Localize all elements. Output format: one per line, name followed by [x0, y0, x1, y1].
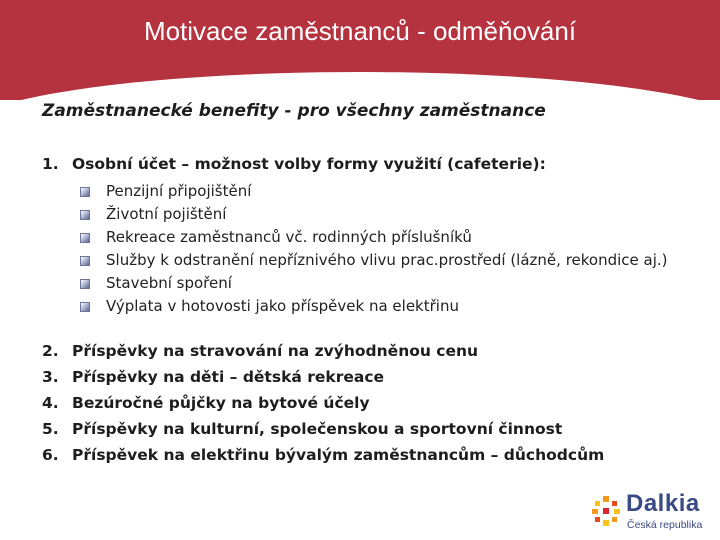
item-text: Bezúročné půjčky na bytové účely: [72, 394, 370, 412]
item-number: 6.: [42, 446, 59, 464]
sub-item-text: Životní pojištění: [106, 205, 227, 223]
logo-subtitle: Česká republika: [627, 519, 703, 531]
list-item-6: [42, 446, 604, 464]
square-bullet-icon: [80, 210, 90, 220]
list-item-2: [42, 342, 478, 360]
square-bullet-icon: [80, 233, 90, 243]
list-item-4: [42, 394, 370, 412]
item-number: 4.: [42, 394, 59, 412]
slide-title: Motivace zaměstnanců - odměňování: [143, 16, 577, 46]
dalkia-logo-mark-icon: [592, 496, 620, 526]
square-bullet-icon: [80, 187, 90, 197]
square-bullet-icon: [80, 302, 90, 312]
item-number: 1.: [42, 155, 59, 173]
slide-subtitle: Zaměstnanecké benefity - pro všechny zaměstnance: [42, 101, 546, 121]
sub-item-text: Penzijní připojištění: [106, 182, 252, 200]
item-number: 5.: [42, 420, 59, 438]
logo-wordmark: Dalkia: [626, 490, 700, 517]
item-text: Osobní účet – možnost volby formy využití (cafeterie):: [72, 155, 546, 173]
item-text: Příspěvek na elektřinu bývalým zaměstnancům – důchodcům: [72, 446, 605, 464]
item-number: 2.: [42, 342, 59, 360]
list-item-1: [42, 155, 546, 173]
item-text: Příspěvky na kulturní, společenskou a sportovní činnost: [72, 420, 563, 438]
list-item-3: [42, 368, 384, 386]
square-bullet-icon: [80, 279, 90, 289]
list-item-5: [42, 420, 562, 438]
sub-item-text: Rekreace zaměstnanců vč. rodinných příslušníků: [106, 228, 472, 246]
item-text: Příspěvky na děti – dětská rekreace: [72, 368, 385, 386]
dalkia-logo: [592, 490, 712, 534]
item-text: Příspěvky na stravování na zvýhodněnou cenu: [72, 342, 479, 360]
sub-item-text: Služby k odstranění nepříznivého vlivu prac.prostředí (lázně, rekondice aj.): [106, 251, 668, 269]
item-number: 3.: [42, 368, 59, 386]
sub-item-text: Stavební spoření: [106, 274, 232, 292]
square-bullet-icon: [80, 256, 90, 266]
sub-item-text: Výplata v hotovosti jako příspěvek na elektřinu: [106, 297, 459, 315]
